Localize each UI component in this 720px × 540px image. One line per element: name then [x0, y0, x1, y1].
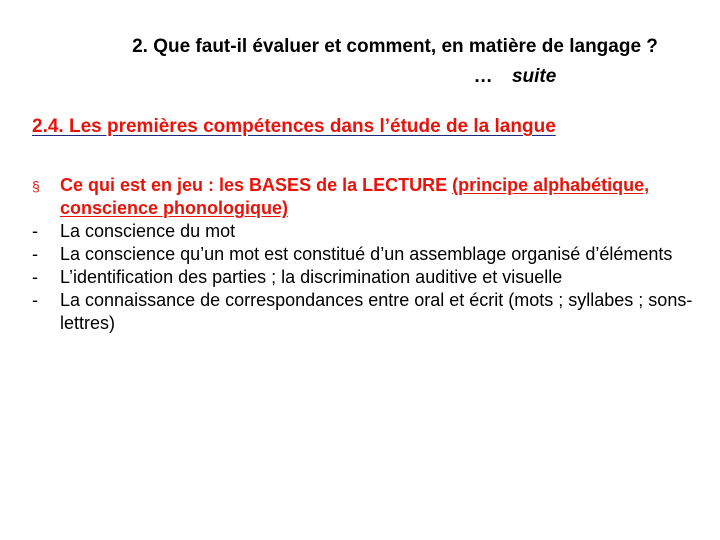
dash-item-text: La conscience du mot — [60, 221, 236, 241]
content-list — [32, 174, 700, 335]
dash-marker: - — [32, 221, 38, 241]
section-subtitle: 2.4. Les premières compétences dans l’étude de la langue — [32, 116, 556, 137]
dash-item — [32, 220, 700, 243]
dash-marker: - — [32, 267, 38, 287]
bullet-item — [32, 174, 700, 220]
dash-item — [32, 266, 700, 289]
dash-marker: - — [32, 290, 38, 310]
bullet-underlined-text: (principe alphabétique, conscience phonologique) — [60, 175, 650, 218]
dash-item — [32, 243, 700, 266]
title-suite: suite — [511, 66, 557, 87]
title-continuation — [60, 62, 700, 92]
slide-title — [60, 32, 700, 92]
title-line: 2. Que faut-il évaluer et comment, en matière de langage ? — [132, 36, 658, 57]
dash-item-text: La conscience qu’un mot est constitué d’un assemblage organisé d’éléments — [60, 244, 673, 264]
dash-item-text: La connaissance de correspondances entre oral et écrit (mots ; syllabes ; sons-lettres) — [60, 290, 693, 333]
dash-item — [32, 289, 700, 335]
title-ellipsis: … — [473, 66, 493, 87]
bullet-marker: § — [32, 178, 40, 194]
dash-item-text: L’identification des parties ; la discrimination auditive et visuelle — [60, 267, 563, 287]
bullet-lead-text: Ce qui est en jeu : les BASES de la LECTURE — [60, 175, 453, 195]
dash-marker: - — [32, 244, 38, 264]
